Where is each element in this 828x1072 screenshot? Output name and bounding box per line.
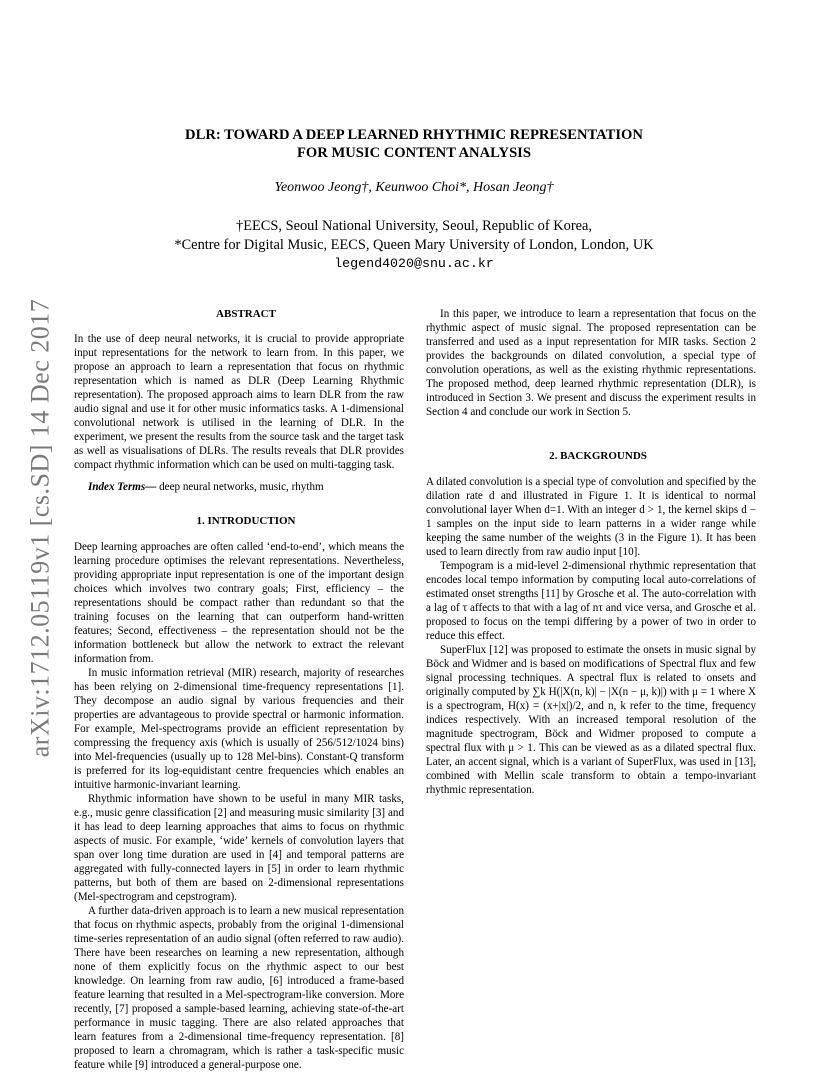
affiliation-1: †EECS, Seoul National University, Seoul, Republic of Korea, bbox=[236, 218, 592, 234]
paper-title bbox=[100, 126, 728, 162]
title-line-1: DLR: TOWARD A DEEP LEARNED RHYTHMIC REPRESENTATION bbox=[185, 127, 643, 143]
left-column bbox=[74, 307, 404, 1072]
intro-paragraph-2: In music information retrieval (MIR) research, majority of researches has been relying on 2-dimensional time-frequency representations [1]. They decompose an audio signal by various frequencies and their properties are advantageous to provide spectral or harmonic information. For example, Mel-spectrograms provide an efficient representation by compressing the frequency axis (which is usually of 256/512/1024 bins) into Mel-frequencies (usually up to 128 Mel-bins). Constant-Q transform is preferred for its log-equidistant centre frequencies which enables an intuitive harmonic-invariant learning. bbox=[74, 667, 404, 791]
abstract-text: In the use of deep neural networks, it is crucial to provide appropriate input representations for the network to learn from. In this paper, we propose an approach to learn a representation that focus on rhythmic representation which is named as DLR (Deep Learning Rhythmic representation). The proposed approach aims to learn DLR from the raw audio signal and use it for other music informatics tasks. A 1-dimensional convolutional network is utilised in the learning of DLR. In the experiment, we present the results from the source task and the target task as well as visualisations of DLRs. The results reveals that DLR provides compact rhythmic information which can be used on multi-tagging task. bbox=[74, 333, 404, 471]
affiliation-2: *Centre for Digital Music, EECS, Queen Mary University of London, London, UK bbox=[174, 237, 654, 253]
intro-paragraph-3: Rhythmic information have shown to be useful in many MIR tasks, e.g., music genre classification [2] and measuring music similarity [3] and it has lead to deep learning approaches that aims to focus on rhythmic aspects of music. For example, ‘wide’ kernels of convolution layers that span over long time duration are used in [4] and temporal patterns are aggregated with fully-connected layers in [5] in order to learn rhythmic patterns, but both of them are based on 2-dimensional representations (Mel-spectrogram and cepstrogram). bbox=[74, 793, 404, 903]
right-column bbox=[426, 307, 756, 797]
backgrounds-heading: 2. BACKGROUNDS bbox=[549, 450, 647, 462]
intro-heading: 1. INTRODUCTION bbox=[196, 515, 296, 527]
abstract-heading: ABSTRACT bbox=[216, 308, 276, 320]
backgrounds-paragraph-3: SuperFlux [12] was proposed to estimate the onsets in music signal by Böck and Widmer and is based on modifications of Spectral flux and few signal processing techniques. A spectral flux is related to onsets and originally computed by ∑k H(|X(n, k)| − |X(n − μ, k)|) with μ = 1 where X is a spectrogram, H(x) = (x+|x|)/2, and n, k refer to the time, frequency indices respectively. With an increased temporal resolution of the magnitude spectrogram, Böck and Widmer proposed to compute a spectral flux with μ > 1. This can be viewed as as a dilated spectral flux. Later, an accent signal, which is a variant of SuperFlux, was used in [13], combined with Mellin scale transform to obtain a tempo-invariant rhythmic representation. bbox=[426, 644, 756, 796]
backgrounds-paragraph-2: Tempogram is a mid-level 2-dimensional rhythmic representation that encodes local tempo information by computing local auto-correlations of estimated onset strengths [11] by Grosche et al. The auto-correlation with a lag of τ affects to that with a lag of nτ and vice versa, and Grosche et al. proposed to focus on the tempi differing by a power of two in order to reduce this effect. bbox=[426, 560, 756, 642]
contact-email: legend4020@snu.ac.kr bbox=[334, 256, 494, 271]
title-line-2: FOR MUSIC CONTENT ANALYSIS bbox=[297, 145, 531, 161]
index-terms bbox=[74, 480, 404, 494]
backgrounds-paragraph-1: A dilated convolution is a special type of convolution and specified by the dilation rate d and illustrated in Figure 1. It is identical to normal convolutional layer When d=1. With an integer d > 1, the kernel skips d − 1 samples on the input side to learn patterns in a wider range while keeping the same number of the weights (3 in the Figure 1). It has been used to learn directly from raw audio input [10]. bbox=[426, 476, 756, 558]
affiliations bbox=[100, 217, 728, 255]
index-terms-label: Index Terms— bbox=[88, 481, 157, 493]
intro-paragraph-1: Deep learning approaches are often called ‘end-to-end’, which means the learning procedure optimises the relevant representations. Nevertheless, providing appropriate input representation is one of the important design choices which involves two contrary goals; First, efficiency – the representations should be compact rather than redundant so that the training focuses on the learning that can outperform hand-written features; Second, effectiveness – the representation should not be the information bottleneck but allow the network to extract the relevant information from. bbox=[74, 541, 404, 665]
arxiv-sidebar bbox=[22, 268, 58, 788]
intro-paragraph-4: A further data-driven approach is to learn a new musical representation that focus on rhythmic aspects, probably from the original 1-dimensional time-series representation of an audio signal (often referred to raw audio). There have been researches on learning a new representation, although none of them explicitly focus on the rhythmic aspect to our best knowledge. On learning from raw audio, [6] introduced a frame-based feature learning that resulted in a Mel-spectrogram-like conversion. More recently, [7] proposed a sample-based learning, achieving state-of-the-art performance in music tagging. There are also related approaches that learn features from a 2-dimensional time-frequency representation. [8] proposed to learn a chromagram, which is rather a task-specific music feature while [9] introduced a general-purpose one. bbox=[74, 905, 404, 1071]
authors: Yeonwoo Jeong†, Keunwoo Choi*, Hosan Jeong† bbox=[274, 180, 554, 195]
intro-paragraph-5: In this paper, we introduce to learn a representation that focus on the rhythmic aspect of music signal. The proposed representation can be transferred and used as a input representation for MIR tasks. Section 2 provides the backgrounds on dilated convolution, a special type of convolution operations, as well as the existing rhythmic representations. The proposed method, deep learned rhythmic representation (DLR), is introduced in Section 3. We present and discuss the experiment results in Section 4 and conclude our work in Section 5. bbox=[426, 308, 756, 418]
arxiv-identifier: arXiv:1712.05119v1 [cs.SD] 14 Dec 2017 bbox=[25, 298, 54, 758]
index-terms-text: deep neural networks, music, rhythm bbox=[156, 481, 324, 493]
